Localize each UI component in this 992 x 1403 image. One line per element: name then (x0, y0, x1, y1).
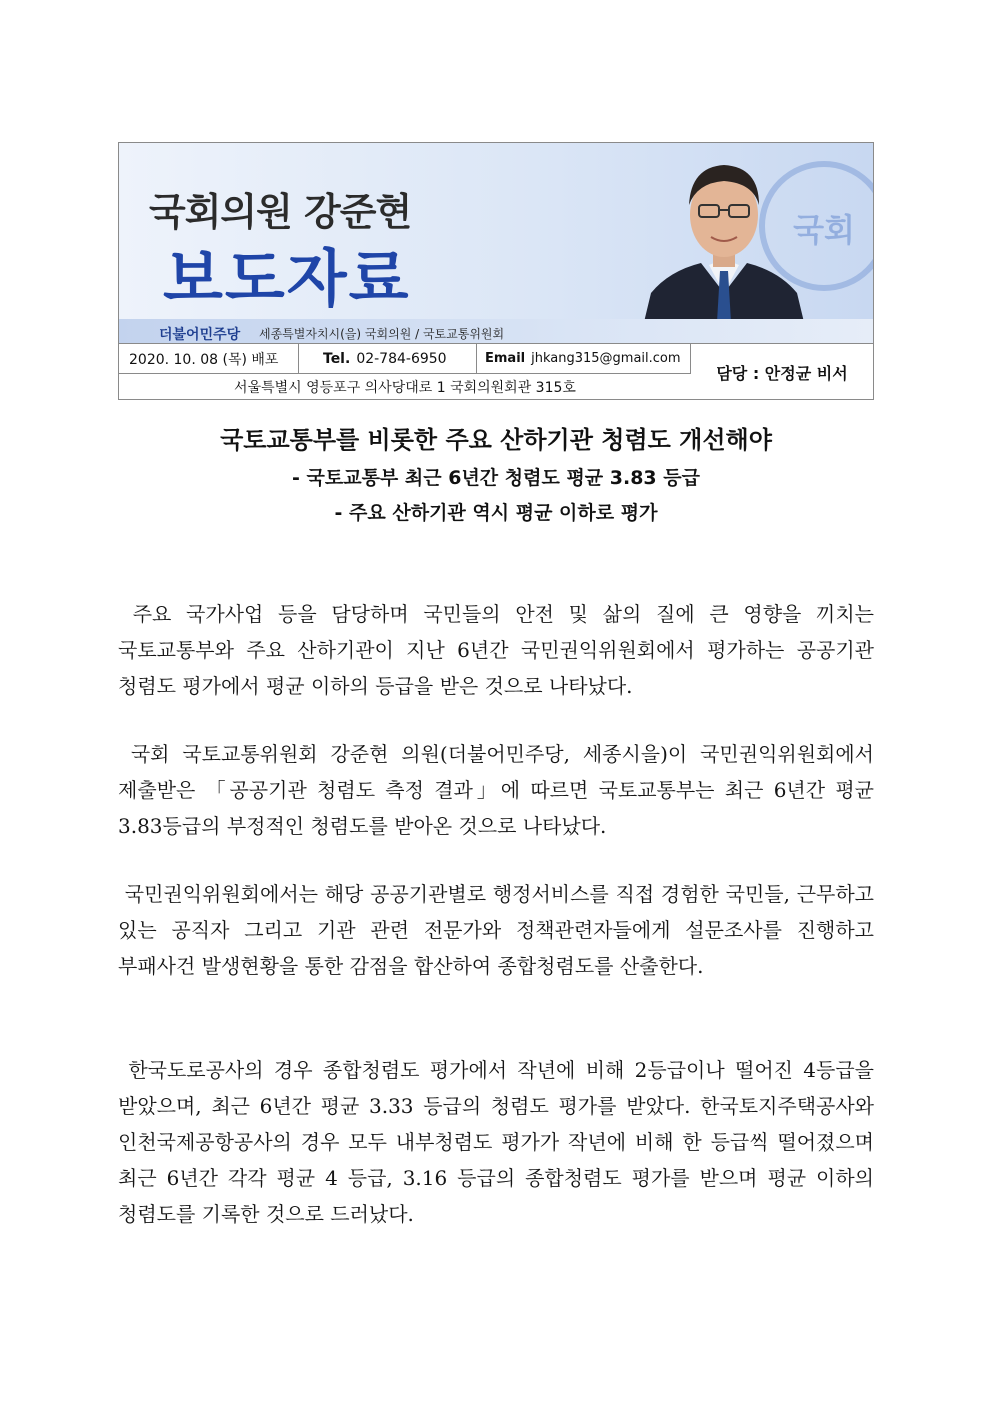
info-row-address (119, 373, 691, 400)
telephone-cell (299, 344, 477, 373)
header-banner (119, 143, 873, 343)
press-release-title: 보도자료 (163, 242, 411, 315)
lawmaker-name-title: 국회의원 강준현 (149, 190, 412, 234)
seal-text: 국회 (793, 211, 855, 249)
email-cell (477, 344, 691, 373)
tel-label: Tel. (323, 350, 351, 367)
subheadline-2: - 주요 산하기관 역시 평균 이하로 평가 (334, 502, 658, 524)
lawmaker-portrait (629, 143, 819, 343)
body-paragraph-2: 국회 국토교통위원회 강준현 의원(더불어민주당, 세종시을)이 국민권익위원회에서 제출받은 「공공기관 청렴도 측정 결과」에 따르면 국토교통부는 최근 6년간 평균 3.83등급의 부정적인 청렴도를 받아온 것으로 나타났다. (118, 742, 874, 838)
email-label: Email (485, 351, 526, 366)
body-paragraph-1: 주요 국가사업 등을 담당하며 국민들의 안전 및 삶의 질에 큰 영향을 끼치는 국토교통부와 주요 산하기관이 지난 6년간 국민권익위원회에서 평가하는 공공기관 청렴도 평가에서 평균 이하의 등급을 받은 것으로 나타났다. (118, 602, 874, 698)
email-address: jhkang315@gmail.com (531, 351, 681, 366)
contact-person: 담당 : 안정균 비서 (691, 343, 873, 400)
party-description: 세종특별자치시(을) 국회의원 / 국토교통위원회 (259, 327, 505, 341)
headline: 국토교통부를 비롯한 주요 산하기관 청렴도 개선해야 (220, 426, 772, 454)
body-paragraph-3: 국민권익위원회에서는 해당 공공기관별로 행정서비스를 직접 경험한 국민들, 근무하고 있는 공직자 그리고 기관 관련 전문가와 정책관련자들에게 설문조사를 진행하고 부패사건 발생현황을 통한 감점을 합산하여 종합청렴도를 산출한다. (118, 882, 874, 978)
party-logo: 더불어민주당 (159, 327, 241, 343)
tel-number: 02-784-6950 (356, 350, 447, 367)
subheadline-1: - 국토교통부 최근 6년간 청렴도 평균 3.83 등급 (292, 467, 700, 489)
office-address: 서울특별시 영등포구 의사당대로 1 국회의원회관 315호 (234, 380, 576, 396)
press-release-header (118, 142, 874, 400)
body-paragraph-4: 한국도로공사의 경우 종합청렴도 평가에서 작년에 비해 2등급이나 떨어진 4등급을 받았으며, 최근 6년간 평균 3.33 등급의 청렴도 평가를 받았다. 한국토지주택공사와 인천국제공항공사의 경우 모두 내부청렴도 평가가 작년에 비해 한 등급씩 떨어졌으며 최근 6년간 각각 평균 4 등급, 3.16 등급의 종합청렴도 평가를 받으며 평균 이하의 청렴도를 기록한 것으로 드러났다. (118, 1058, 874, 1226)
release-date: 2020. 10. 08 (목) 배포 (119, 344, 299, 373)
